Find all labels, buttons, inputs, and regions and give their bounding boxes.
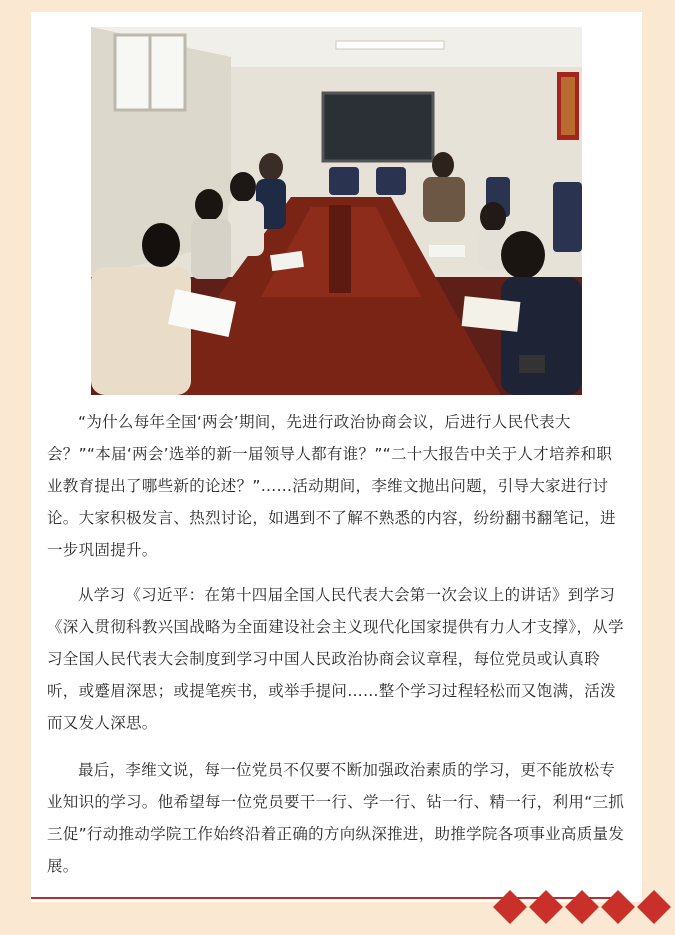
paragraph-study-content: 从学习《习近平：在第十四届全国人民代表大会第一次会议上的讲话》到学习《深入贯彻科教兴国战略为全面建设社会主义现代化国家提供有力人才支撑》，从学习全国人民代表大会制度到学习中国人民政治协商会议章程，每位党员或认真聆听，或蹙眉深思；或提笔疾书，或举手提问……整个学习过程轻松而又饱满，活泼而又发人深思。 xyxy=(47,586,624,732)
paragraph-conclusion: 最后，李维文说，每一位党员不仅要不断加强政治素质的学习，更不能放松专业知识的学习。他希望每一位党员要干一行、学一行、钻一行、精一行，利用“三抓三促”行动推动学院工作始终沿着正确的方向纵深推进，助推学院各项事业高质量发展。 xyxy=(47,761,625,875)
footer-diamond-decoration xyxy=(490,887,675,935)
meeting-photo xyxy=(91,27,582,395)
paragraph-discussion: “为什么每年全国‘两会’期间，先进行政治协商会议，后进行人民代表大会？”“本届‘两会’选举的新一届领导人都有谁？”“二十大报告中关于人才培养和职业教育提出了哪些新的论述？”……活动期间，李维文抛出问题，引导大家进行讨论。大家积极发言、热烈讨论，如遇到不了解不熟悉的内容，纷纷翻书翻笔记，进一步巩固提升。 xyxy=(47,413,616,559)
